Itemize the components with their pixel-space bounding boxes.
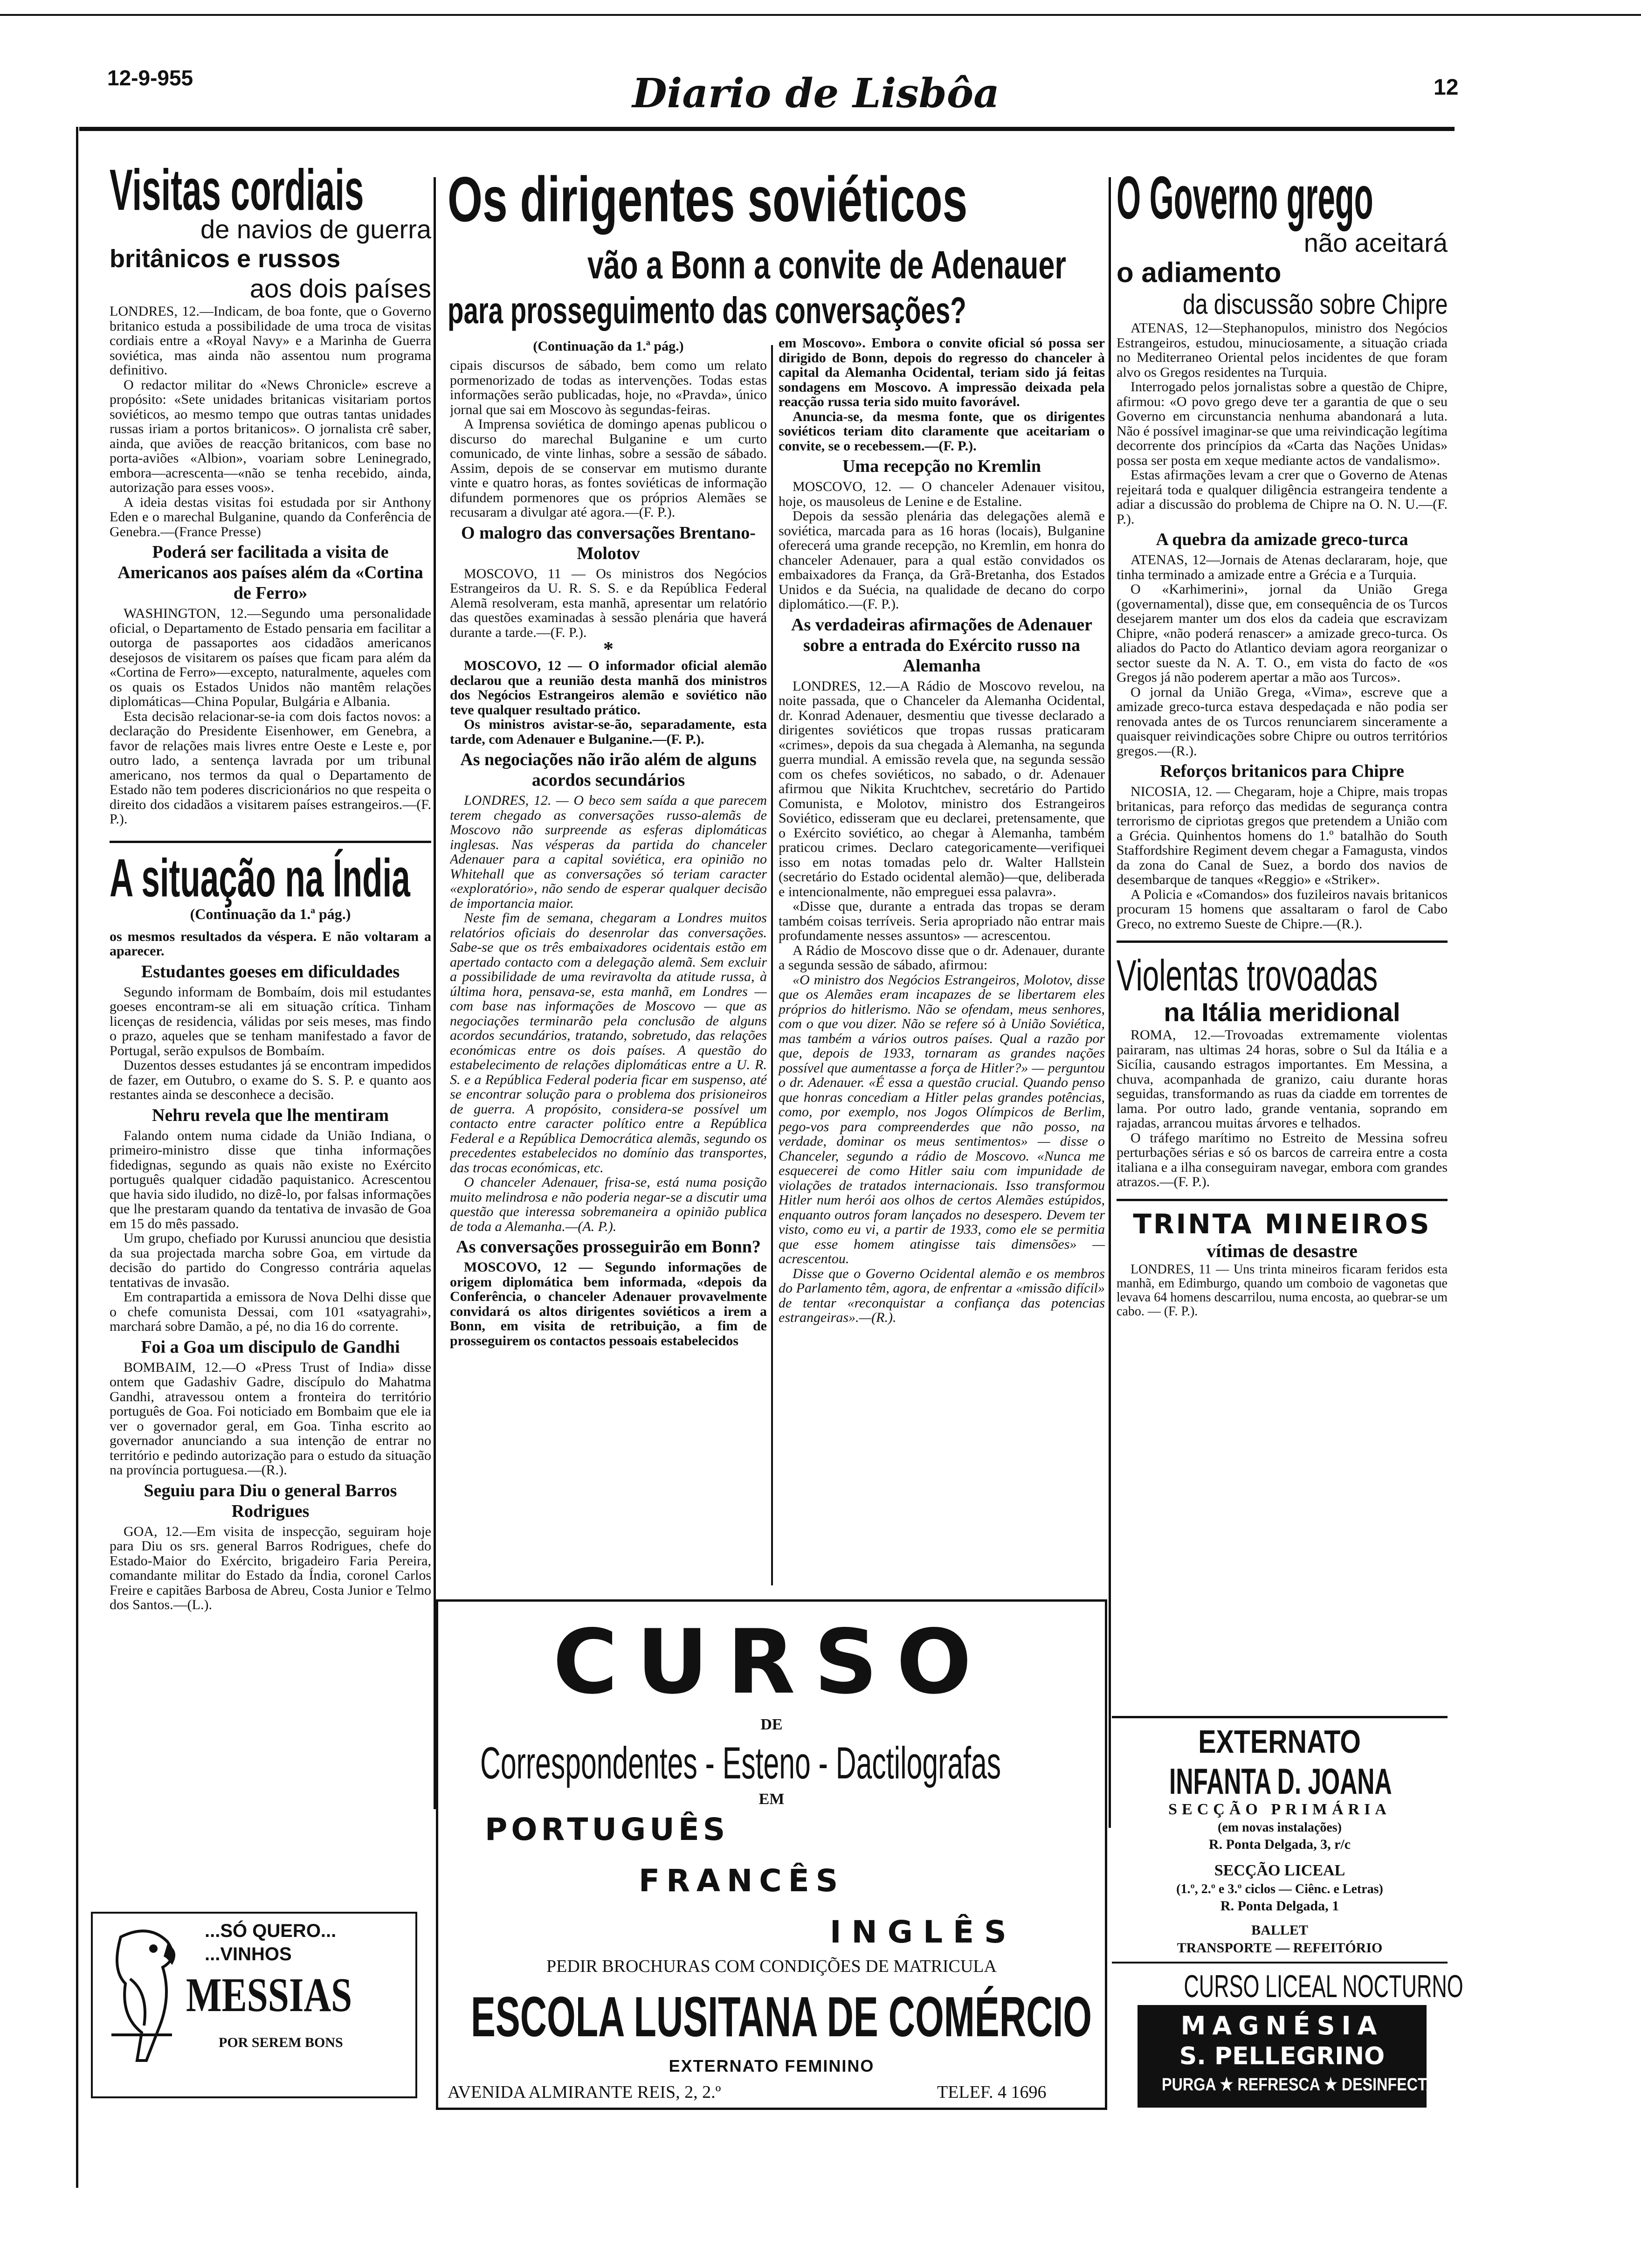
paragraph: Os ministros avistar-se-ão, separadamente, esta tarde, com Adenauer e Bulganine.—(F. P.).	[450, 717, 767, 747]
advert-text: PURGA ★ REFRESCA ★ DESINFECTA	[1162, 2075, 1437, 2095]
column-rule-2	[771, 345, 773, 1585]
headline-mineiros: TRINTA MINEIROS	[1133, 1208, 1431, 1240]
paragraph: Segundo informam de Bombaím, dois mil estudantes goeses encontram-se ali em situação crítica. Tinham licenças de residencia, válidas por seis meses, mas findo o prazo, aqueles que se tenham manifestado a favor de Portugal, serão expulsos de Bombaím.	[110, 984, 431, 1058]
subheading: Foi a Goa um discipulo de Gandhi	[141, 1337, 400, 1357]
advert-text: ...SÓ QUERO...	[205, 1921, 337, 1941]
paragraph: os mesmos resultados da véspera. E não voltaram a aparecer.	[110, 928, 431, 959]
advert-text: (1.º, 2.º e 3.º ciclos — Ciênc. e Letras)	[1176, 1882, 1383, 1896]
headline-visitas-line4: aos dois países	[249, 274, 431, 303]
advert-text: SECÇÃO LICEAL	[1214, 1862, 1345, 1879]
paragraph: MOSCOVO, 12 — Segundo informações de origem diplomática bem informada, «depois da Conferência, o chanceler Adenauer provavelmente convidará os altos dirigentes soviéticos a irem a Bonn, em visita de retribuição, a fim de prosseguirem os contactos pessoais estabelecidos	[450, 1259, 767, 1348]
paragraph: ROMA, 12.—Trovoadas extremamente violentas pairaram, nas ultimas 24 horas, sobre o Sul da Itália e a Sicília, causando estragos importantes. Em Messina, a chuva, acompanhada de granizo, caiu durante horas seguidas, transformando as ruas da ciadde em torrentes de lama. Por outro lado, grande ventania, soprando em rajadas, arrancou muitas árvores e telhados.	[1117, 1027, 1448, 1131]
advert-brand: MESSIAS	[186, 1968, 352, 2022]
paragraph: Duzentos desses estudantes já se encontram impedidos de fazer, em Outubro, o exame do S. S. P. e quanto aos restantes ainda se desconhece a decisão.	[110, 1058, 431, 1102]
advert-text: EM	[758, 1791, 785, 1808]
parrot-icon	[102, 1923, 181, 2063]
paragraph: LONDRES, 12. — O beco sem saída a que parecem terem chegado as conversações russo-alemãs de Moscovo não surpreende as esferas diplomáticas inglesas. Nas vésperas da partida do chanceler Adenauer para a capital soviética, era opinião no Whitehall que as conversações só teriam caracter «exploratório», não sendo de esperar qualquer decisão de importancia maior.	[450, 793, 767, 911]
paragraph: Neste fim de semana, chegaram a Londres muitos relatórios oficiais do desenrolar das conversações. Sabe-se que os três embaixadores ocidentais estão em apertado contacto com a delegação alemã. Sem excluir a possibilidade de uma reviravolta da atitude russa, à última hora, pensava-se, esta manhã, em Londres — com base nas informações de Moscovo — que as negociações terminarão pela conclusão de alguns acordos secundários, tratando, sobretudo, das relações económicas entre os dois países. A questão do estabelecimento de relações diplomáticas entre a U. R. S. e a República Federal poderia ficar em suspenso, até se encontrar solução para o problema dos prisioneiros de guerra. A propósito, considera-se possível um contacto entre caracter político entre a República Federal e a República Democrática alemãs, segundo os precedentes estabelecidos no domínio das transportes, das trocas económicas, etc.	[450, 910, 767, 1175]
advert-title: MAGNÉSIA	[1180, 2011, 1384, 2040]
advert-text: DE	[760, 1716, 783, 1733]
paragraph: A Imprensa soviética de domingo apenas publicou o discurso do marechal Bulganine e um curto comunicado, de vinte linhas, sobre a sessão de sábado. Assim, depois de se conservar em mutismo durante vinte e quatro horas, as fontes soviéticas de informação difundem pormenores que os próprios Alemães se recusaram a divulgar até agora.—(F. P.).	[450, 416, 767, 520]
paragraph: Interrogado pelos jornalistas sobre a questão de Chipre, afirmou: «O povo grego deve ter a garantia de que o seu Governo em circunstancia nenhuma abandonará a luta. Não é possível imaginar-se que uma reivindicação legítima decorrente dos princípios da «Carta das Nações Unidas» possa ser posta em xeque mediante actos de vandalismo».	[1117, 379, 1448, 468]
continuation-note: (Continuação da 1.ª pág.)	[190, 905, 351, 922]
column-rule-3	[1109, 177, 1111, 1828]
subheading: Uma recepção no Kremlin	[842, 456, 1041, 476]
externato-advert	[1112, 1716, 1463, 2004]
column-dirigentes-cont	[779, 336, 1105, 1595]
paragraph: A ideia destas visitas foi estudada por sir Anthony Eden e o marechal Bulganine, quando da Conferência de Genebra.—(France Presse)	[110, 494, 431, 539]
paragraph: «Disse que, durante a entrada das tropas se deram também coisas terríveis. Seria apropriado não entrar mais profundamente nesses assuntos» — acrescentou.	[779, 899, 1105, 943]
advert-text: PEDIR BROCHURAS COM CONDIÇÕES DE MATRICULA	[546, 1957, 997, 1976]
advert-text: BALLET	[1251, 1922, 1308, 1938]
headline-visitas-line2: de navios de guerra	[200, 214, 431, 244]
paragraph: O jornal da União Grega, «Vima», escreve que a amizade greco-turca estava despedaçada e não podia ser renovada antes de os Turcos renunciarem sinceramente a quaisquer reivindicações sobre Chipre ou outros territórios gregos.—(R.).	[1117, 684, 1448, 759]
subheading: Reforços britanicos para Chipre	[1160, 761, 1404, 781]
paragraph: Falando ontem numa cidade da União Indiana, o primeiro-ministro disse que tinha informações fidedignas, segundo as quais não existe no Exército português qualquer cidadão paquistanico. Acrescentou que havia sido iludido, no dizê-lo, por falsas informações que lhe prestaram quando da tentativa de invasão de Goa em 15 do mês passado.	[110, 1127, 431, 1231]
advert-school-name: ESCOLA LUSITANA DE COMÉRCIO	[471, 1985, 1092, 2048]
paragraph: Um grupo, chefiado por Kurussi anunciou que desistia da sua projectada marcha sobre Goa, em virtude da decisão do partido do Congresso contrária aquelas tentativas de invasão.	[110, 1231, 431, 1290]
subheading: Estudantes goeses em dificuldades	[141, 961, 400, 982]
column-grecia	[1117, 163, 1448, 1702]
paragraph: NICOSIA, 12. — Chegaram, hoje a Chipre, mais tropas britanicas, para reforço das medidas de segurança contra terrorismo de cipriotas gregos que pretendem a União com a Grécia. Quinhentos homens do 1.º batalhão do South Staffordshire Regiment devem chegar a Famagusta, vindos da zona do Canal de Suez, a bordo dos navios de desembarque de tanques «Reggio» e «Striker».	[1117, 784, 1448, 887]
advert-language: PORTUGUÊS	[485, 1812, 729, 1847]
advert-phone: TELEF. 4 1696	[937, 2082, 1047, 2102]
advert-title: CURSO	[552, 1611, 991, 1714]
masthead-rule	[79, 127, 1455, 131]
headline-dirigentes-line3: para prosseguimento das conversações?	[448, 290, 966, 331]
page-number: 12	[1434, 75, 1459, 100]
paragraph: O «Karhimerini», jornal da União Grega (governamental), disse que, em consequência de os Turcos desejarem manter um dos elos da cadeia que escravizam Chipre, «não poderá renascer» a amizade greco-turca. Os aliados do Pacto do Atlantico deviam agora reorganizar o sector sueste da N. A. T. O., em vista do facto de «os Gregos já não poderem apertar a mão aos Turcos».	[1117, 581, 1448, 685]
advert-text: ...VINHOS	[205, 1944, 292, 1964]
paragraph: Depois da sessão plenária das delegações alemã e soviética, marcada para as 16 horas (locais), Bulganine oferecerá uma grande recepção, no Kremlin, em honra do chanceler Adenauer, para a qual estão convidados os embaixadores da França, da Grã-Bretanha, dos Estados Unidos e da Suécia, na qualidade de decano do corpo diplomático.—(F. P.).	[779, 508, 1105, 612]
advert-language: INGLÊS	[830, 1914, 1017, 1950]
headline-visitas-line3: britânicos e russos	[110, 245, 341, 273]
escola-lusitana-advert	[436, 1599, 1107, 2110]
advert-text: (em novas instalações)	[1218, 1820, 1342, 1835]
headline-visitas: Visitas cordiais	[110, 157, 364, 222]
headline-grego-line4: da discussão sobre Chipre	[1183, 289, 1448, 320]
continuation-note: (Continuação da 1.ª pág.)	[533, 339, 684, 354]
paragraph: Estas afirmações levam a crer que o Governo de Atenas rejeitará toda e qualquer diligência estrangeira tendente a adiar a discussão do problema de Chipre na O. N. U.—(F. P.).	[1117, 467, 1448, 527]
subheading: O malogro das conversações Brentano-Molotov	[461, 523, 756, 563]
advert-text: R. Ponta Delgada, 3, r/c	[1208, 1837, 1351, 1852]
column-visitas	[110, 156, 431, 1881]
paragraph: LONDRES, 12.—Indicam, de boa fonte, que o Governo britanico estuda a possibilidade de uma troca de visitas cordiais entre a «Royal Navy» e a Marinha de Guerra soviética, mas ainda não assentou num programa definitivo.	[110, 304, 431, 378]
paragraph: O redactor militar do «News Chronicle» escreve a propósito: «Sete unidades britanicas visitariam portos soviéticos, ao mesmo tempo que outras tantas unidades russas iriam a portos britanicos». O jornalista crê saber, ainda, que aviões de reacção britanicos, com base no porta-aviões «Albion», voariam sobre Leninegrado, embora—acrescenta—«não se tenha recebido, ainda, autorização para esses voos».	[110, 377, 431, 495]
issue-date: 12-9-955	[107, 66, 193, 90]
left-border	[76, 127, 78, 2188]
headline-mineiros-line2: vítimas de desastre	[1207, 1240, 1358, 1261]
paragraph: MOSCOVO, 11 — Os ministros dos Negócios Estrangeiros da U. R. S. S. e da República Federal Alemã resolveram, esta manhã, apresentar um relatório das questões examinadas à sessão plenária que haverá durante a tarde.—(F. P.).	[450, 566, 767, 640]
advert-text: TRANSPORTE — REFEITÓRIO	[1177, 1940, 1383, 1956]
subheading: Seguiu para Diu o general Barros Rodrigues	[144, 1480, 397, 1521]
paragraph: O chanceler Adenauer, frisa-se, está numa posição muito melindrosa e não poderia negar-se a discutir uma questão que interessa sobremaneira a opinião publica de toda a Alemanha.—(A. P.).	[450, 1175, 767, 1234]
paragraph: Em contrapartida a emissora de Nova Delhi disse que o chefe comunista Dessai, com 101 «satyagrahi», marchará sobre Damão, a pé, no dia 16 do corrente.	[110, 1289, 431, 1334]
headline-dirigentes: Os dirigentes soviéticos	[448, 164, 968, 235]
paragraph: «O ministro dos Negócios Estrangeiros, Molotov, disse que os Alemães eram incapazes de se libertarem eles próprios do hitlerismo. Não se ofendam, meus senhores, com o que vou dizer. Não se refere só à União Soviética, mas também a vários outros países. Qual a razão por que, depois de 1933, tornaram as grandes nações possível que aumentasse a força de Hitler?» — perguntou o dr. Adenauer. «É essa a questão crucial. Quando penso que honras concediam a Hitler pelas grandes potências, como, por exemplo, nos Jogos Olímpicos de Berlim, pego-vos para compreenderdes que não posso, na verdade, dominar os meus sentimentos» — disse o Chanceler, segundo a rádio de Moscovo. «Nunca me esquecerei de como Hitler saiu com impunidade de violações de tratados internacionais. Isso transformou Hitler num herói aos olhos de certos Alemães estúpidos, enquanto outros foram lançados no desespero. Devem ter visto, como eu vi, a partir de 1933, como ele se permitia que esse homem atingisse tais dimensões» — acrescentou.	[779, 972, 1105, 1266]
subheading: As verdadeiras afirmações de Adenauer sobre a entrada do Exército russo na Alemanha	[791, 615, 1092, 676]
headline-grego-line2: não aceitará	[1303, 228, 1448, 257]
paragraph: Disse que o Governo Ocidental alemão e os membros do Parlamento têm, agora, de enfrentar a «missão difícil» de tentar «reconquistar a confiança das potencias estrangeiras».—(R.).	[779, 1265, 1105, 1325]
advert-brand: S. PELLEGRINO	[1179, 2042, 1385, 2070]
advert-text: R. Ponta Delgada, 1	[1220, 1898, 1339, 1914]
subheading: As negociações não irão além de alguns acordos secundários	[460, 750, 757, 790]
paragraph: BOMBAIM, 12.—O «Press Trust of India» disse ontem que Gadashiv Gadre, discípulo do Mahatma Gandhi, atravessou ontem a fronteira do território português de Goa. Foi noticiado em Bombaim que ele ia ver o governador geral, em Goa. Tinha escrito ao governador anunciando a sua intenção de entrar no território e pedindo autorização para o estudo da situação na província portuguesa.—(R.).	[110, 1359, 431, 1478]
headline-dirigentes-line2: vão a Bonn a convite de Adenauer	[587, 243, 1066, 287]
advert-address: AVENIDA ALMIRANTE REIS, 2, 2.º	[448, 2082, 721, 2102]
headline-trovoadas: Violentas trovoadas	[1117, 951, 1378, 1000]
paragraph: Esta decisão relacionar-se-ia com dois factos novos: a declaração do Presidente Eisenhower, em Genebra, a favor de relações mais livres entre Oeste e Leste e, por outro lado, a sentença lavrada por um tribunal americano, nos termos da qual o Departamento de Estado não tem poderes discricionários no que respeita o direito dos cidadãos a visitarem países estrangeiros.—(F. P.).	[110, 708, 431, 827]
magnesia-advert	[1138, 2005, 1437, 2108]
subheading: A quebra da amizade greco-turca	[1156, 530, 1408, 549]
subheading: As conversações prosseguirão em Bonn?	[456, 1237, 761, 1257]
paragraph: GOA, 12.—Em visita de inspecção, seguiram hoje para Diu os srs. general Barros Rodrigues, chefe do Estado-Maior do Exército, brigadeiro Faria Pereira, comandante militar do Estado da Índia, coronel Carlos Freire e capitães Barbosa de Abreu, Costa Junior e Telmo dos Santos.—(L.).	[110, 1523, 431, 1612]
advert-title: EXTERNATO	[1198, 1723, 1361, 1760]
paragraph: MOSCOVO, 12. — O chanceler Adenauer visitou, hoje, os mausoleus de Lenine e de Estaline.	[779, 479, 1105, 509]
headline-grego-line3: o adiamento	[1117, 257, 1282, 288]
separator-star: *	[603, 637, 614, 660]
column-rule-1	[434, 177, 436, 1809]
paragraph: LONDRES, 12.—A Rádio de Moscovo revelou, na noite passada, que o Chanceler da Alemanha Ocidental, dr. Konrad Adenauer, desmentiu que tivesse declarado a dirigentes soviéticos que tropas russas praticaram «crimes», depois da sua chegada à Alemanha, na segunda guerra mundial. A emissão revela que, na segunda sessão com os chefes soviéticos, no sabado, o dr. Adenauer afirmou que Nikita Kruchtchev, secretário do Partido Comunista, e Molotov, ministro dos Estrangeiros Soviético, edisseram que eu declarei, pretensamente, que o Exército soviético, ao chegar à Alemanha, também praticou crimes. Declaro categoricamente—verifiquei isso em notas tomadas pelo dr. Walter Hallstein (secretário do Estado ocidental alemão)—que, deliberada e intencionalmente, não empreguei essa palavra».	[779, 678, 1105, 899]
paragraph: Anuncia-se, da mesma fonte, que os dirigentes soviéticos teriam dito claramente que aceitariam o convite, se o recebessem.—(F. P.).	[779, 408, 1105, 454]
advert-text: EXTERNATO FEMININO	[669, 2056, 875, 2075]
paragraph: WASHINGTON, 12.—Segundo uma personalidade oficial, o Departamento de Estado pensaria em facilitar a outorga de passaportes aos cidadãos americanos desejosos de visitarem os países que ficam para além da «Cortina de Ferro»—excepto, naturalmente, aqueles com os quais os Estados Unidos não mantêm relações diplomáticas—China Popular, Bulgária e Albania.	[110, 606, 431, 709]
paragraph: MOSCOVO, 12 — O informador oficial alemão declarou que a reunião desta manhã dos ministros dos Negócios Estrangeiros alemão e soviético não teve qualquer resultado prático.	[450, 658, 767, 718]
paragraph: em Moscovo». Embora o convite oficial só possa ser dirigido de Bonn, depois do regresso do chanceler à capital da Alemanha Ocidental, teriam sido já feitas sondagens em Moscovo. A impressão deixada pela reacção russa teria sido muito favorável.	[779, 336, 1105, 409]
paragraph: A Policia e «Comandos» dos fuzileiros navais britanicos procuram 15 homens que assaltaram o farol de Cabo Greco, no extremo Sueste de Chipre.—(R.).	[1117, 886, 1448, 932]
advert-language: FRANCÊS	[639, 1863, 845, 1899]
subheading: Nehru revela que lhe mentiram	[152, 1105, 389, 1125]
paragraph: cipais discursos de sábado, bem como um relato pormenorizado de todas as intervenções. Todas estas informações serão publicadas, hoje, no «Pravda», único jornal que sai em Moscovo às segundas-feiras.	[450, 358, 767, 417]
top-rule	[0, 14, 1641, 16]
paragraph: LONDRES, 11 — Uns trinta mineiros ficaram feridos esta manhã, em Edimburgo, quando um comboio de vagonetas que levava 64 homens descarrilou, numa encosta, ao quebrar-se um cabo. — (F. P.).	[1117, 1262, 1448, 1319]
advert-text: SECÇÃO PRIMÁRIA	[1168, 1801, 1391, 1818]
headline-india: A situação na Índia	[110, 848, 410, 908]
paragraph: O tráfego marítimo no Estreito de Messina sofreu perturbações sérias e só os barcos de carreira entre a costa italiana e a ilha conseguiram navegar, embora com grandes atrazos.—(F. P.).	[1117, 1130, 1448, 1189]
advert-text: POR SEREM BONS	[219, 2035, 343, 2050]
paragraph: A Rádio de Moscovo disse que o dr. Adenauer, durante a segunda sessão de sábado, afirmou:	[779, 942, 1105, 973]
newspaper-title: Diario de Lisbôa	[632, 70, 1000, 117]
column-dirigentes	[450, 336, 767, 1595]
messias-advert	[91, 1912, 417, 2098]
paragraph: ATENAS, 12—Jornais de Atenas declararam, hoje, que tinha terminado a amizade entre a Grécia e a Turquia.	[1117, 552, 1448, 582]
paragraph: ATENAS, 12—Stephanopulos, ministro dos Negócios Estrangeiros, estudou, minuciosamente, a situação criada no Mediterraneo Oriental pelos incidentes de que foram alvo os Gregos residentes na Turquia.	[1117, 320, 1448, 380]
advert-text: CURSO LICEAL NOCTURNO	[1184, 1969, 1463, 2004]
advert-school-name: INFANTA D. JOANA	[1169, 1761, 1392, 1802]
subheading: Poderá ser facilitada a visita de Americanos aos países além da «Cortina de Ferro»	[117, 542, 423, 603]
advert-courses: Correspondentes - Esteno - Dactilografas	[480, 1737, 1001, 1788]
headline-grego: O Governo grego	[1117, 164, 1373, 232]
headline-trovoadas-line2: na Itália meridional	[1164, 997, 1400, 1027]
